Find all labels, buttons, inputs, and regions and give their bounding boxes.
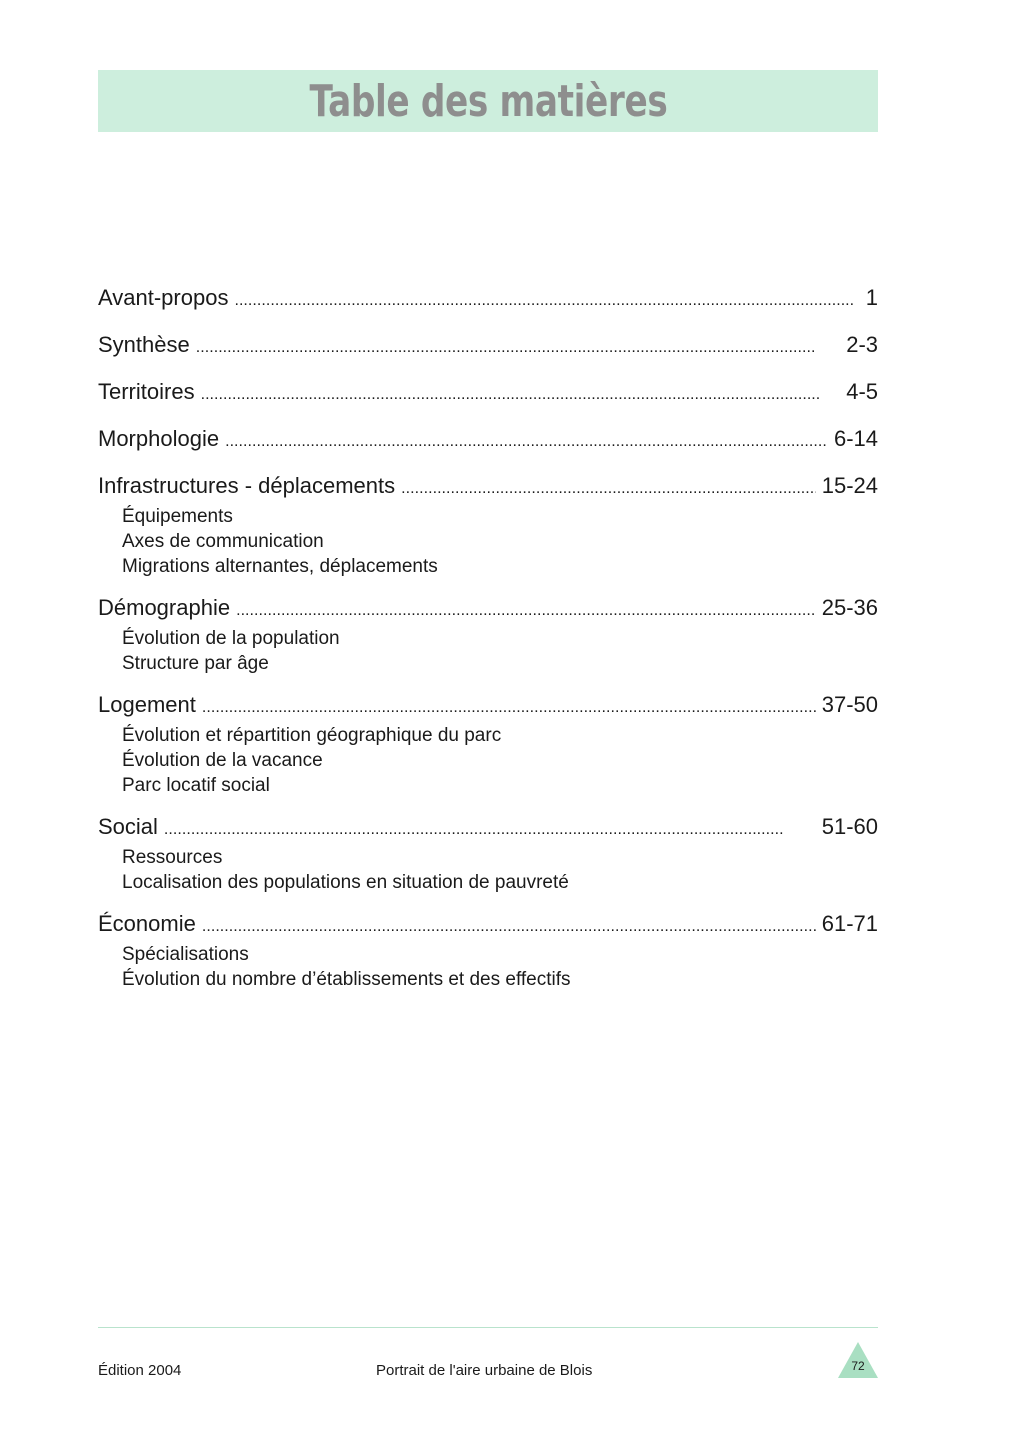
toc-subentry-list [98,723,878,798]
toc-entry [98,593,878,676]
toc-subentry: Migrations alternantes, déplacements [122,556,438,577]
dot-leader [164,812,816,845]
toc-entry-label: Logement [98,692,196,717]
toc-line [98,424,878,457]
title-banner [98,70,878,132]
toc-entry-label: Morphologie [98,426,220,451]
toc-subentry: Évolution du nombre d’établissements et des effectifs [122,969,571,990]
toc-subentry: Évolution et répartition géographique du parc [122,725,502,746]
toc-entry-label: Territoires [98,379,195,404]
toc-entry-pages: 2-3 [846,332,878,357]
toc-entry [98,330,878,363]
toc-subentry: Ressources [122,847,223,868]
toc-subentry: Localisation des populations en situation de pauvreté [122,872,569,893]
toc-subentry: Axes de communication [122,531,324,552]
toc-line [98,593,878,626]
toc-line [98,471,878,504]
toc-entry-label: Économie [98,911,196,936]
toc-subentry: Structure par âge [122,653,269,674]
toc-entry-pages: 1 [865,285,878,310]
toc-entry-label: Social [98,814,158,839]
dot-leader [201,377,841,410]
toc-entry [98,424,878,457]
toc-entry-label: Démographie [98,595,231,620]
toc-subentry: Parc locatif social [122,775,270,796]
toc-entry-pages: 37-50 [821,692,878,717]
toc-entry [98,812,878,895]
footer-publication: Portrait de l'aire urbaine de Blois [376,1362,593,1379]
footer-edition: Édition 2004 [98,1362,182,1379]
toc-subentry: Équipements [122,506,233,527]
toc-subentry-list [98,626,878,676]
page-title: Table des matières [309,75,667,127]
toc-subentry: Évolution de la population [122,628,340,649]
toc-entry-pages: 6-14 [833,426,878,451]
toc-line [98,812,878,845]
toc-entry [98,377,878,410]
toc-line [98,690,878,723]
dot-leader [401,471,816,504]
page-number: 72 [851,1359,865,1373]
table-of-contents [98,283,878,1006]
toc-subentry: Spécialisations [122,944,249,965]
dot-leader [196,330,840,363]
toc-entry [98,909,878,992]
dot-leader [202,909,816,942]
toc-entry-label: Avant-propos [98,285,229,310]
footer-divider [98,1327,878,1328]
dot-leader [225,424,828,457]
toc-line [98,377,878,410]
toc-line [98,909,878,942]
toc-entry-pages: 4-5 [846,379,878,404]
dot-leader [202,690,816,723]
toc-entry-pages: 25-36 [821,595,878,620]
toc-entry [98,283,878,316]
toc-subentry-list [98,504,878,579]
toc-entry-pages: 51-60 [821,814,878,839]
toc-line [98,283,878,316]
toc-subentry-list [98,942,878,992]
toc-subentry: Évolution de la vacance [122,750,323,771]
toc-subentry-list [98,845,878,895]
toc-line [98,330,878,363]
toc-entry-label: Infrastructures - déplacements [98,473,396,498]
toc-entry-pages: 61-71 [821,911,878,936]
toc-entry [98,471,878,579]
dot-leader [236,593,816,626]
toc-entry-pages: 15-24 [821,473,878,498]
toc-entry [98,690,878,798]
dot-leader [234,283,859,316]
toc-entry-label: Synthèse [98,332,190,357]
